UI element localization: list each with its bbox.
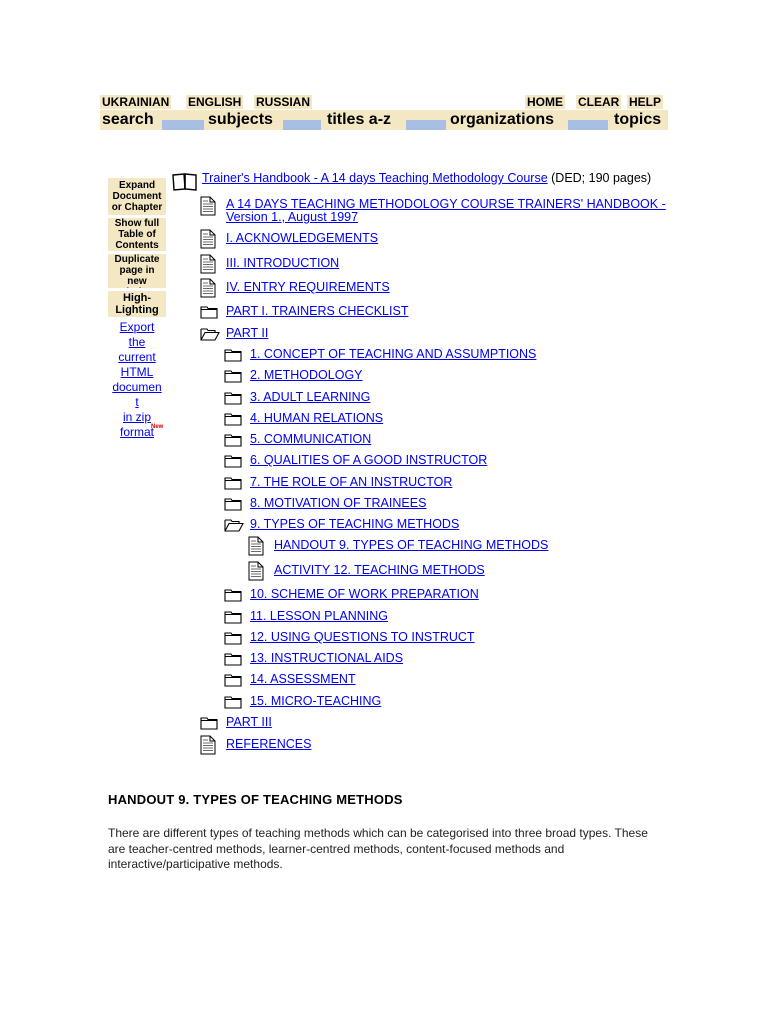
page-icon <box>200 229 216 252</box>
help-button[interactable]: HELP <box>629 95 662 109</box>
export-link-text[interactable]: Export the current HTML documen t in zip format <box>112 320 162 439</box>
folder-icon <box>224 454 242 471</box>
tree-item-link[interactable]: 9. TYPES OF TEACHING METHODS <box>250 517 460 531</box>
tree-item-link[interactable]: PART II <box>226 326 269 340</box>
highlighting-button[interactable]: High- Lighting <box>108 291 166 317</box>
tree-item-link[interactable]: A 14 DAYS TEACHING METHODOLOGY COURSE TRAINERS' HANDBOOK - Version 1., August 1997 <box>226 197 666 224</box>
folder-icon <box>224 369 242 386</box>
book-meta: (DED; 190 pages) <box>547 171 652 185</box>
section-paragraph: There are different types of teaching methods which can be categorised into three broad types. These are teacher-centred methods, learner-centred methods, content-focused methods and interactive/participative methods. <box>108 826 648 871</box>
tree-item-link[interactable]: PART III <box>226 715 272 729</box>
titles-az-link[interactable]: titles a-z <box>327 111 392 128</box>
tree-item-link[interactable]: 15. MICRO-TEACHING <box>250 694 382 708</box>
tree-item-link[interactable]: PART I. TRAINERS CHECKLIST <box>226 304 409 318</box>
tree-item-link[interactable]: ACTIVITY 12. TEACHING METHODS <box>274 563 485 577</box>
folder-icon <box>224 391 242 408</box>
tree-item-link[interactable]: 12. USING QUESTIONS TO INSTRUCT <box>250 630 475 644</box>
new-badge: New <box>151 424 164 430</box>
home-button[interactable]: HOME <box>527 95 563 109</box>
book-title-link[interactable]: Trainer's Handbook - A 14 days Teaching Methodology Course <box>202 171 548 185</box>
folder-icon <box>200 716 218 733</box>
page-icon <box>200 254 216 277</box>
page-icon <box>200 278 216 301</box>
folder-icon <box>224 433 242 450</box>
folder-icon <box>224 476 242 493</box>
folder-icon <box>224 631 242 648</box>
tree-item-link[interactable]: 13. INSTRUCTIONAL AIDS <box>250 651 404 665</box>
tree-item-link[interactable]: 2. METHODOLOGY <box>250 368 363 382</box>
tree-item-link[interactable]: 7. THE ROLE OF AN INSTRUCTOR <box>250 475 453 489</box>
tree-item-link[interactable]: 8. MOTIVATION OF TRAINEES <box>250 496 427 510</box>
folder-icon <box>224 695 242 712</box>
tree-item-link[interactable]: 5. COMMUNICATION <box>250 432 372 446</box>
folder-icon <box>224 588 242 605</box>
lang-english-button[interactable]: ENGLISH <box>188 95 242 109</box>
folder-icon <box>224 497 242 514</box>
page-icon <box>248 536 264 559</box>
show-toc-button[interactable]: Show full Table of Contents <box>108 218 166 251</box>
tree-item-link[interactable]: III. INTRODUCTION <box>226 256 340 270</box>
tree-item-link[interactable]: 3. ADULT LEARNING <box>250 390 371 404</box>
tree-item-link[interactable]: 1. CONCEPT OF TEACHING AND ASSUMPTIONS <box>250 347 537 361</box>
tree-item-link[interactable]: 10. SCHEME OF WORK PREPARATION <box>250 587 479 601</box>
duplicate-window-button[interactable]: Duplicate page in new <box>108 254 166 288</box>
folder-icon <box>224 673 242 690</box>
tree-item-link[interactable]: REFERENCES <box>226 737 312 751</box>
tree-item-link[interactable]: HANDOUT 9. TYPES OF TEACHING METHODS <box>274 538 549 552</box>
section-heading: HANDOUT 9. TYPES OF TEACHING METHODS <box>108 792 403 807</box>
lang-russian-button[interactable]: RUSSIAN <box>256 95 311 109</box>
clear-button[interactable]: CLEAR <box>578 95 620 109</box>
folder-icon <box>224 610 242 627</box>
topics-link[interactable]: topics <box>614 111 662 128</box>
tree-item-link[interactable]: IV. ENTRY REQUIREMENTS <box>226 280 390 294</box>
folder-icon <box>224 412 242 429</box>
book-icon <box>172 171 198 194</box>
folder-open-icon <box>200 327 220 344</box>
page-icon <box>200 196 216 219</box>
search-link[interactable]: search <box>102 111 154 128</box>
tree-item-link[interactable]: 6. QUALITIES OF A GOOD INSTRUCTOR <box>250 453 488 467</box>
folder-icon <box>200 305 218 322</box>
expand-document-button[interactable]: Expand Document or Chapter <box>108 178 166 215</box>
tree-item-link[interactable]: I. ACKNOWLEDGEMENTS <box>226 231 379 245</box>
folder-icon <box>224 348 242 365</box>
tree-item-link[interactable]: 4. HUMAN RELATIONS <box>250 411 384 425</box>
tree-item-link[interactable]: 14. ASSESSMENT <box>250 672 356 686</box>
folder-open-icon <box>224 518 244 535</box>
page-icon <box>200 735 216 758</box>
folder-icon <box>224 652 242 669</box>
subjects-link[interactable]: subjects <box>208 111 273 128</box>
lang-ukrainian-button[interactable]: UKRAINIAN <box>102 95 170 109</box>
page-icon <box>248 561 264 584</box>
organizations-link[interactable]: organizations <box>450 111 555 128</box>
tree-item-link[interactable]: 11. LESSON PLANNING <box>250 609 389 623</box>
